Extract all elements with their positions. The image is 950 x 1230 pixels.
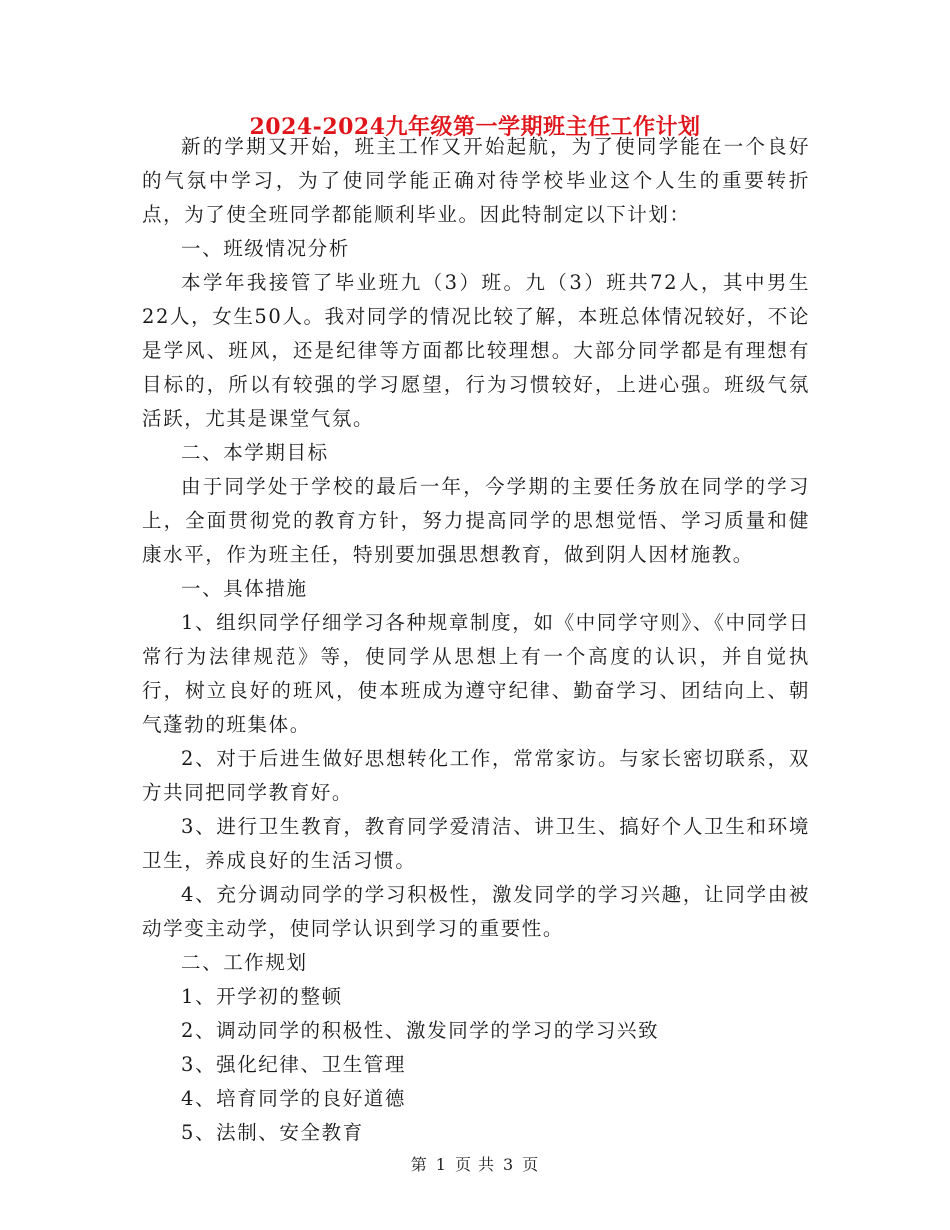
class-analysis-paragraph: 本学年我接管了毕业班九（3）班。九（3）班共72人，其中男生22人，女生50人。我对同学的情况比较了解，本班总体情况较好，不论是学风、班风，还是纪律等方面都比较理想。大部分同学都是有理想有目标的，所以有较强的学习愿望，行为习惯较好，上进心强。班级气氛活跃，尤其是课堂气氛。 [142,271,810,430]
plan-item-1: 1、开学初的整顿 [181,985,343,1008]
section-heading-class-analysis: 一、班级情况分析 [181,237,350,260]
plan-item-2: 2、调动同学的积极性、激发同学的学习的学习兴致 [181,1019,660,1042]
section-heading-work-plan: 二、工作规划 [181,951,308,974]
page-label-suffix: 页 [522,1155,540,1174]
page-label-prefix: 第 [410,1155,428,1174]
measure-item-2: 2、对于后进生做好思想转化工作，常常家访。与家长密切联系，双方共同把同学教育好。 [142,747,810,804]
measure-item-1: 1、组织同学仔细学习各种规章制度，如《中同学守则》、《中同学日常行为法律规范》等，使同学从思想上有一个高度的认识，并自觉执行，树立良好的班风，使本班成为遵守纪律、勤奋学习、团结向上、朝气蓬勃的班集体。 [142,611,810,736]
plan-item-4: 4、培育同学的良好道德 [181,1087,407,1110]
document-body [142,130,810,1150]
intro-paragraph: 新的学期又开始，班主工作又开始起航，为了使同学能在一个良好的气氛中学习，为了使同学能正确对待学校毕业这个人生的重要转折点，为了使全班同学都能顺利毕业。因此特制定以下计划： [142,135,810,226]
page-footer [0,1152,950,1175]
plan-item-3: 3、强化纪律、卫生管理 [181,1053,407,1076]
section-heading-measures: 一、具体措施 [181,577,308,600]
plan-item-5: 5、法制、安全教育 [181,1121,364,1144]
current-page-number: 1 [435,1155,447,1174]
page-label-mid: 页 共 [454,1155,496,1174]
measure-item-3: 3、进行卫生教育，教育同学爱清洁、讲卫生、搞好个人卫生和环境卫生，养成良好的生活习惯。 [142,815,810,872]
section-heading-semester-goals: 二、本学期目标 [181,441,329,464]
measure-item-4: 4、充分调动同学的学习积极性，激发同学的学习兴趣，让同学由被动学变主动学，使同学认识到学习的重要性。 [142,883,810,940]
total-pages-number: 3 [503,1155,515,1174]
document-title: 2024-2024九年级第一学期班主任工作计划 [249,114,701,140]
semester-goals-paragraph: 由于同学处于学校的最后一年，今学期的主要任务放在同学的学习上，全面贯彻党的教育方针，努力提高同学的思想觉悟、学习质量和健康水平，作为班主任，特别要加强思想教育，做到阴人因材施教。 [142,475,810,566]
